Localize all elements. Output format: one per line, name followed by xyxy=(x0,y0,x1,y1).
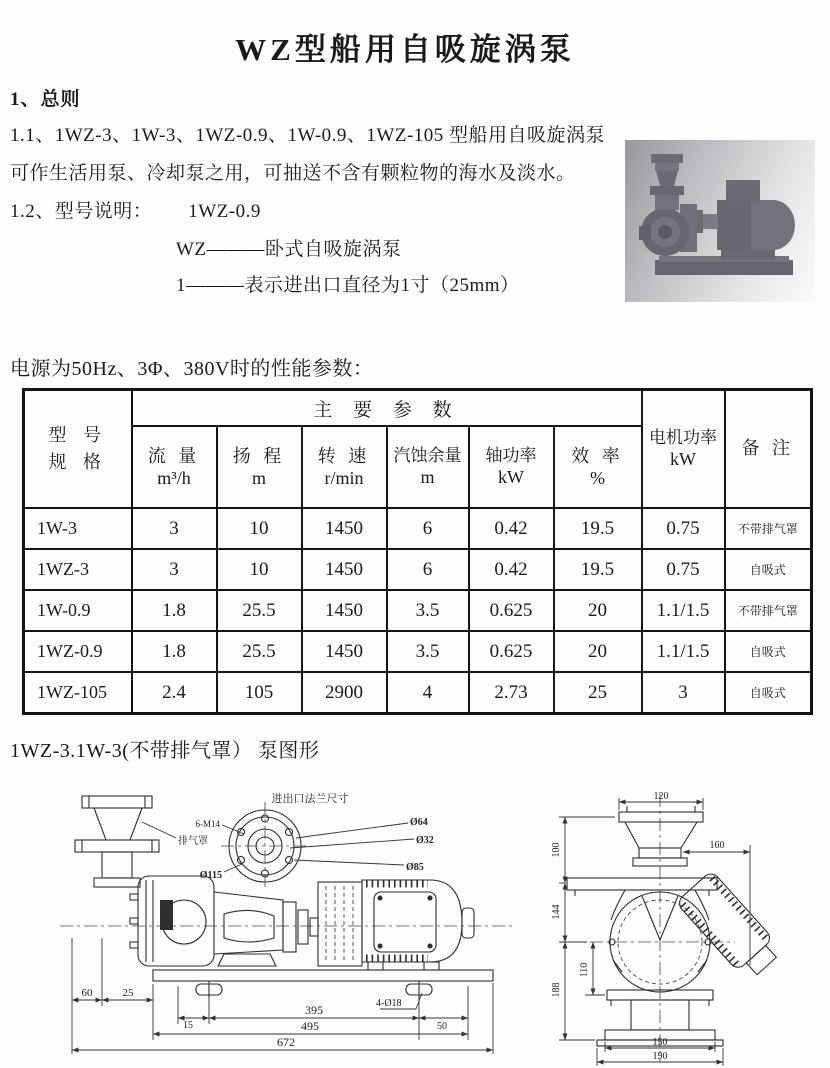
cell-head: 10 xyxy=(217,508,302,549)
bolt-spec-label: 6-M14 xyxy=(195,819,220,829)
cell-efficiency: 19.5 xyxy=(554,549,642,590)
cell-head: 25.5 xyxy=(217,590,302,631)
pump-side-view-drawing xyxy=(58,788,520,1066)
cell-motor-power: 3 xyxy=(642,672,725,714)
dim-190: 190 xyxy=(652,1051,668,1062)
cell-shaft-power: 0.625 xyxy=(469,590,554,631)
dim-150: 150 xyxy=(652,1037,668,1048)
header-shaft-power xyxy=(469,426,554,508)
cell-speed: 1450 xyxy=(302,508,387,549)
cell-motor-power: 1.1/1.5 xyxy=(642,631,725,672)
cell-model: 1WZ-3 xyxy=(24,549,132,590)
cell-remark: 不带排气罩 xyxy=(725,508,812,549)
table-intro: 电源为50Hz、3Φ、380V时的性能参数： xyxy=(10,358,374,380)
dim-25: 25 xyxy=(122,987,134,999)
header-flow xyxy=(132,426,217,508)
pump-photo-illustration xyxy=(625,140,815,302)
header-main-params: 主 要 参 数 xyxy=(132,390,642,427)
header-head-unit: m xyxy=(251,467,266,488)
side-view-geometry xyxy=(60,796,514,1054)
header-remarks xyxy=(725,390,812,509)
header-model-line2: 规 格 xyxy=(48,452,107,472)
cell-motor-power: 0.75 xyxy=(642,508,725,549)
header-flow-name: 流 量 xyxy=(147,445,201,466)
header-model-line1: 型 号 xyxy=(48,425,107,445)
header-model xyxy=(24,390,132,509)
cell-remark: 自吸式 xyxy=(725,631,812,672)
cell-efficiency: 19.5 xyxy=(554,508,642,549)
header-npsh-name: 汽蚀余量 xyxy=(393,446,462,466)
cell-model: 1W-3 xyxy=(24,508,132,549)
header-speed xyxy=(302,426,387,508)
dim-672: 672 xyxy=(277,1035,295,1049)
header-eff-name: 效 率 xyxy=(571,445,624,466)
table-row xyxy=(24,672,812,714)
cell-flow: 2.4 xyxy=(132,672,217,714)
page-title: WZ型船用自吸旋涡泵 xyxy=(235,32,575,67)
para-models: 1.1、1WZ-3、1W-3、1WZ-0.9、1W-0.9、1WZ-105 型船用自吸旋涡泵 xyxy=(10,125,606,146)
cell-shaft-power: 0.625 xyxy=(469,631,554,672)
header-head-name: 扬 程 xyxy=(232,445,286,466)
cell-speed: 2900 xyxy=(302,672,387,714)
exhaust-hood-label: 排气罩 xyxy=(178,836,208,847)
dim-395: 395 xyxy=(305,1003,323,1017)
dim-160: 160 xyxy=(709,840,725,851)
cell-motor-power: 1.1/1.5 xyxy=(642,590,725,631)
cell-motor-power: 0.75 xyxy=(642,549,725,590)
cell-model: 1WZ-0.9 xyxy=(24,631,132,672)
cell-npsh: 3.5 xyxy=(387,631,469,672)
cell-shaft-power: 0.42 xyxy=(469,549,554,590)
para-usage: 可作生活用泵、冷却泵之用，可抽送不含有颗粒物的海水及淡水。 xyxy=(10,163,576,184)
dim-110: 110 xyxy=(579,962,590,978)
model-note-wz: WZ———卧式自吸旋涡泵 xyxy=(176,239,402,260)
cell-flow: 3 xyxy=(132,549,217,590)
header-motor-power xyxy=(642,390,725,509)
header-row-main xyxy=(24,390,812,427)
cell-efficiency: 25 xyxy=(554,672,642,714)
cell-flow: 1.8 xyxy=(132,590,217,631)
table-row xyxy=(24,631,812,672)
header-motor-name: 电机功率 xyxy=(649,428,718,448)
header-motor-unit: kW xyxy=(670,449,697,470)
dia115-label: Ø115 xyxy=(199,870,222,881)
cell-flow: 3 xyxy=(132,508,217,549)
cell-npsh: 3.5 xyxy=(387,590,469,631)
header-shaft-name: 轴功率 xyxy=(485,446,537,466)
header-flow-unit: m³/h xyxy=(157,467,191,488)
cell-model: 1WZ-105 xyxy=(24,672,132,714)
header-remarks-label: 备 注 xyxy=(741,438,795,459)
header-eff-unit: % xyxy=(590,467,606,488)
dim-144: 144 xyxy=(551,904,562,920)
pump-silhouette xyxy=(639,154,795,275)
pump-product-photo xyxy=(625,140,815,302)
cell-efficiency: 20 xyxy=(554,631,642,672)
cell-speed: 1450 xyxy=(302,549,387,590)
dim-100: 100 xyxy=(551,842,562,858)
pump-end-view-drawing xyxy=(545,790,815,1068)
dim-495: 495 xyxy=(301,1019,319,1033)
dim-188: 188 xyxy=(551,982,562,998)
model-explain-label: 1.2、型号说明： xyxy=(10,201,153,222)
dim-120: 120 xyxy=(653,791,669,802)
cell-head: 105 xyxy=(217,672,302,714)
dim-bolt-holes: 4-Ø18 xyxy=(376,998,402,1009)
para-model-explain xyxy=(10,196,261,223)
cell-shaft-power: 2.73 xyxy=(469,672,554,714)
cell-head: 10 xyxy=(217,549,302,590)
cell-model: 1W-0.9 xyxy=(24,590,132,631)
cell-remark: 不带排气罩 xyxy=(725,590,812,631)
dia32-label: Ø32 xyxy=(416,835,434,846)
cell-speed: 1450 xyxy=(302,631,387,672)
header-shaft-unit: kW xyxy=(498,467,524,488)
cell-speed: 1450 xyxy=(302,590,387,631)
end-view-geometry xyxy=(559,794,784,1066)
cell-remark: 自吸式 xyxy=(725,549,812,590)
section1-heading: 1、总则 xyxy=(10,89,81,110)
cell-remark: 自吸式 xyxy=(725,672,812,714)
cell-head: 25.5 xyxy=(217,631,302,672)
table-row xyxy=(24,549,812,590)
cell-flow: 1.8 xyxy=(132,631,217,672)
performance-table xyxy=(22,388,813,715)
header-npsh xyxy=(387,426,469,508)
dim-50: 50 xyxy=(437,1021,447,1032)
header-speed-unit: r/min xyxy=(324,467,364,488)
cell-efficiency: 20 xyxy=(554,590,642,631)
cell-shaft-power: 0.42 xyxy=(469,508,554,549)
model-note-size: 1———表示进出口直径为1寸（25mm） xyxy=(176,275,520,296)
dim-60: 60 xyxy=(81,987,93,999)
figure-caption: 1WZ-3.1W-3(不带排气罩） 泵图形 xyxy=(10,740,320,762)
header-speed-name: 转 速 xyxy=(317,445,371,466)
header-npsh-unit: m xyxy=(420,467,435,488)
header-efficiency xyxy=(554,426,642,508)
dia64-label: Ø64 xyxy=(410,817,428,828)
cell-npsh: 6 xyxy=(387,549,469,590)
flange-detail-title: 进出口法兰尺寸 xyxy=(271,793,349,805)
dia85-label: Ø85 xyxy=(406,862,424,873)
table-row xyxy=(24,590,812,631)
cell-npsh: 4 xyxy=(387,672,469,714)
cell-npsh: 6 xyxy=(387,508,469,549)
table-row xyxy=(24,508,812,549)
dim-15: 15 xyxy=(183,1020,193,1031)
model-example: 1WZ-0.9 xyxy=(188,201,261,222)
header-head xyxy=(217,426,302,508)
